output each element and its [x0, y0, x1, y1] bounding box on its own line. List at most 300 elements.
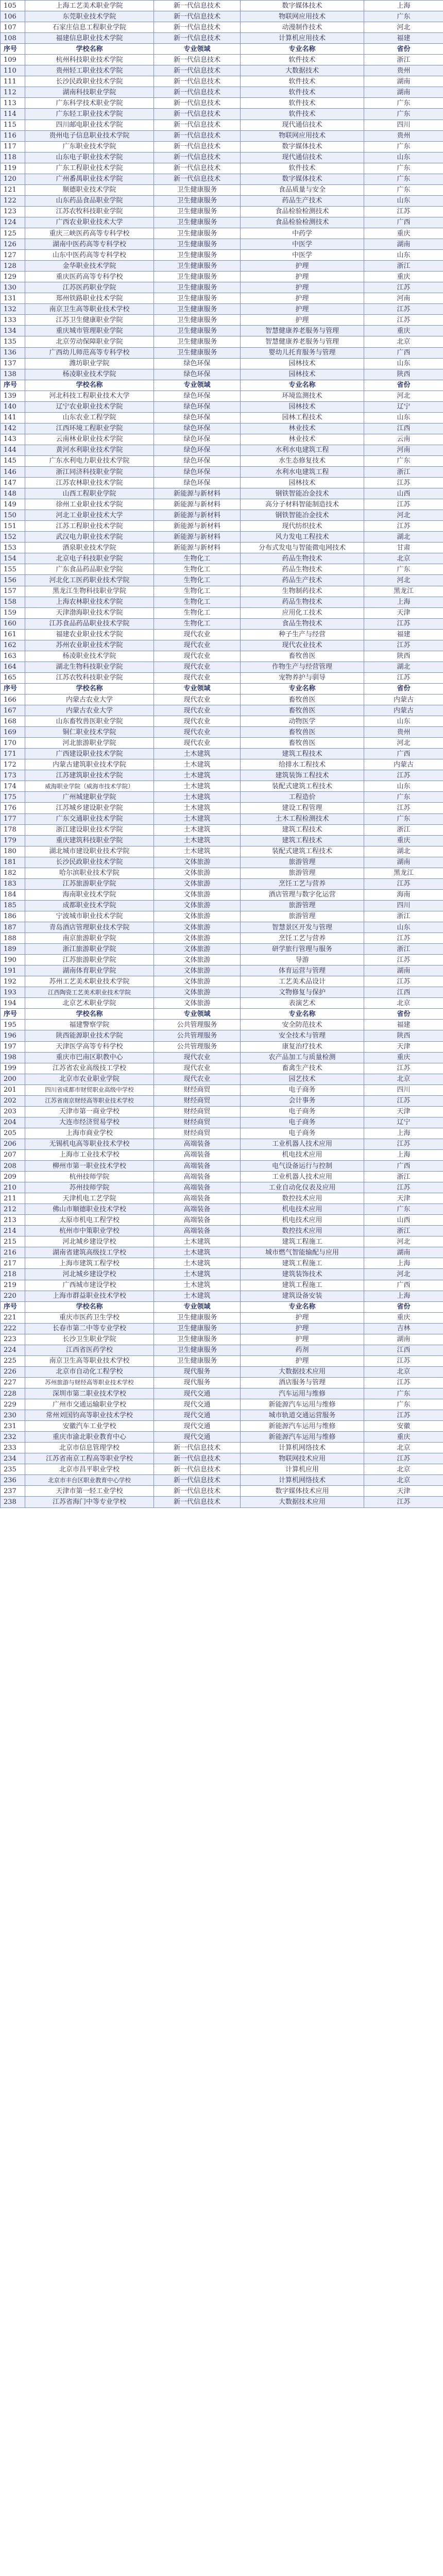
cell-field: 卫生健康服务 [154, 1323, 241, 1334]
cell-no: 200 [1, 1074, 25, 1084]
cell-province: 江苏 [364, 282, 443, 293]
cell-major: 建筑工程技术 [241, 835, 364, 846]
cell-major: 建设工程管理 [241, 803, 364, 814]
cell-major: 酒店服务与管理 [241, 1377, 364, 1388]
cell-major: 体育运营与管理 [241, 965, 364, 976]
table-row [1, 705, 443, 716]
cell-no: 105 [1, 1, 25, 11]
cell-field: 公共管理服务 [154, 1041, 241, 1052]
cell-no: 108 [1, 33, 25, 44]
cell-province: 湖南 [364, 1247, 443, 1258]
cell-province: 广东 [364, 814, 443, 824]
cell-major: 畜牧兽医 [241, 727, 364, 738]
cell-no: 176 [1, 803, 25, 814]
cell-field: 高端装备 [154, 1149, 241, 1160]
table-row [1, 575, 443, 586]
header-no: 序号 [1, 380, 25, 391]
header-no: 序号 [1, 683, 25, 694]
cell-major: 新能源汽车运用与维修 [241, 1421, 364, 1432]
cell-major: 软件技术 [241, 98, 364, 109]
cell-province: 河北 [364, 22, 443, 33]
cell-school: 湖北城市建设职业技术学院 [25, 846, 154, 857]
header-province: 省份 [364, 683, 443, 694]
cell-field: 新一代信息技术 [154, 22, 241, 33]
table-row [1, 597, 443, 607]
cell-province: 湖南 [364, 87, 443, 98]
cell-school: 南京卫生高等职业技术学校 [25, 1355, 154, 1366]
cell-no: 135 [1, 336, 25, 347]
cell-major: 建筑工程施工 [241, 1280, 364, 1291]
cell-field: 文体旅游 [154, 998, 241, 1009]
cell-field: 土木建筑 [154, 803, 241, 814]
cell-major: 大数据技术 [241, 65, 364, 76]
cell-school: 福建信息职业技术学院 [25, 33, 154, 44]
cell-school: 山东中医药高等专科学校 [25, 250, 154, 261]
table-row [1, 369, 443, 380]
cell-no: 230 [1, 1410, 25, 1421]
cell-no: 202 [1, 1095, 25, 1106]
cell-field: 文体旅游 [154, 878, 241, 889]
cell-major: 新能源汽车运用与维修 [241, 1432, 364, 1443]
cell-no: 211 [1, 1193, 25, 1204]
cell-major: 现代通信技术 [241, 120, 364, 130]
cell-school: 北京劳动保障职业学院 [25, 336, 154, 347]
cell-province: 江苏 [364, 206, 443, 217]
table-row [1, 423, 443, 434]
cell-no: 198 [1, 1052, 25, 1063]
cell-school: 江苏医药职业学院 [25, 282, 154, 293]
cell-school: 山东畜牧兽医职业学院 [25, 716, 154, 727]
cell-school: 杨凌职业技术学院 [25, 369, 154, 380]
cell-province: 江苏 [364, 1139, 443, 1149]
cell-no: 228 [1, 1388, 25, 1399]
table-row [1, 11, 443, 22]
cell-field: 新能源与新材料 [154, 510, 241, 521]
cell-field: 卫生健康服务 [154, 261, 241, 272]
cell-school: 江西环境工程职业学院 [25, 423, 154, 434]
cell-field: 卫生健康服务 [154, 217, 241, 228]
cell-school: 内蒙古农业大学 [25, 705, 154, 716]
cell-no: 223 [1, 1334, 25, 1345]
cell-school: 浙江建设职业技术学院 [25, 824, 154, 835]
cell-school: 重庆建筑科技职业学院 [25, 835, 154, 846]
cell-province: 广西 [364, 217, 443, 228]
cell-major: 畜牧兽医 [241, 651, 364, 662]
cell-no: 149 [1, 499, 25, 510]
cell-field: 高端装备 [154, 1172, 241, 1182]
table-row [1, 955, 443, 965]
cell-province: 江苏 [364, 770, 443, 781]
cell-major: 物联网应用技术 [241, 130, 364, 141]
cell-school: 河北旅游职业学院 [25, 738, 154, 749]
cell-no: 164 [1, 662, 25, 672]
cell-province: 江苏 [364, 1355, 443, 1366]
cell-major: 工艺美术品设计 [241, 976, 364, 987]
cell-no: 132 [1, 304, 25, 315]
cell-field: 卫生健康服务 [154, 347, 241, 358]
cell-province: 江苏 [364, 304, 443, 315]
cell-province: 重庆 [364, 1052, 443, 1063]
cell-school: 青岛酒店管理职业技术学院 [25, 922, 154, 933]
table-row [1, 1486, 443, 1497]
cell-school: 广西建设职业技术学院 [25, 749, 154, 759]
table-row [1, 336, 443, 347]
cell-no: 128 [1, 261, 25, 272]
cell-school: 重庆市渝北职业教育中心 [25, 1432, 154, 1443]
table-header-row [1, 1301, 443, 1312]
cell-school: 山西工程职业学院 [25, 488, 154, 499]
cell-school: 贵州轻工职业技术学院 [25, 65, 154, 76]
table-row [1, 130, 443, 141]
cell-no: 179 [1, 835, 25, 846]
table-row [1, 455, 443, 466]
cell-province: 广东 [364, 141, 443, 152]
table-row [1, 239, 443, 250]
cell-no: 129 [1, 272, 25, 282]
cell-no: 203 [1, 1106, 25, 1117]
cell-school: 郑州铁路职业技术学院 [25, 293, 154, 304]
cell-no: 143 [1, 434, 25, 445]
cell-no: 204 [1, 1117, 25, 1128]
cell-major: 烹饪工艺与营养 [241, 933, 364, 944]
cell-school: 重庆医药高等专科学校 [25, 272, 154, 282]
cell-no: 225 [1, 1355, 25, 1366]
cell-province: 福建 [364, 1020, 443, 1030]
cell-school: 宁波城市职业技术学院 [25, 911, 154, 922]
table-row [1, 1269, 443, 1280]
cell-province: 山东 [364, 412, 443, 423]
cell-school: 湖南科技职业学院 [25, 87, 154, 98]
cell-field: 文体旅游 [154, 965, 241, 976]
cell-field: 新一代信息技术 [154, 163, 241, 174]
table-row [1, 618, 443, 629]
cell-school: 太原市机电工程学校 [25, 1215, 154, 1226]
cell-field: 绿色环保 [154, 455, 241, 466]
cell-major: 电子商务 [241, 1117, 364, 1128]
table-row [1, 846, 443, 857]
cell-school: 杨凌职业技术学院 [25, 651, 154, 662]
cell-province: 北京 [364, 336, 443, 347]
cell-no: 166 [1, 694, 25, 705]
cell-major: 药品生产技术 [241, 195, 364, 206]
cell-province: 北京 [364, 1366, 443, 1377]
cell-no: 212 [1, 1204, 25, 1215]
cell-major: 数字媒体技术 [241, 174, 364, 184]
cell-school: 湖南体育职业学院 [25, 965, 154, 976]
table-row [1, 358, 443, 369]
table-row [1, 1226, 443, 1236]
cell-major: 林业技术 [241, 423, 364, 434]
header-school: 学校名称 [25, 1009, 154, 1020]
cell-province: 江苏 [364, 499, 443, 510]
cell-no: 157 [1, 586, 25, 597]
cell-province: 上海 [364, 597, 443, 607]
table-row [1, 1117, 443, 1128]
cell-field: 新能源与新材料 [154, 499, 241, 510]
cell-province: 河北 [364, 391, 443, 401]
cell-school: 广东食品药品职业学院 [25, 564, 154, 575]
cell-major: 计算机网络技术 [241, 1475, 364, 1486]
cell-no: 151 [1, 521, 25, 532]
table-row [1, 1074, 443, 1084]
table-row [1, 770, 443, 781]
cell-province: 江苏 [364, 803, 443, 814]
cell-major: 建筑工程技术 [241, 824, 364, 835]
table-row [1, 1410, 443, 1421]
cell-no: 141 [1, 412, 25, 423]
cell-school: 苏州工艺美术职业技术学院 [25, 976, 154, 987]
cell-no: 162 [1, 640, 25, 651]
cell-major: 安全防范技术 [241, 1020, 364, 1030]
table-row [1, 1182, 443, 1193]
cell-field: 现代农业 [154, 640, 241, 651]
cell-field: 新一代信息技术 [154, 1443, 241, 1453]
cell-no: 147 [1, 478, 25, 488]
cell-major: 软件技术 [241, 76, 364, 87]
cell-field: 新一代信息技术 [154, 55, 241, 65]
cell-major: 高分子材料智能制造技术 [241, 499, 364, 510]
cell-field: 土木建筑 [154, 1236, 241, 1247]
table-row [1, 1377, 443, 1388]
cell-field: 现代农业 [154, 705, 241, 716]
cell-field: 新一代信息技术 [154, 1, 241, 11]
cell-province: 天津 [364, 1193, 443, 1204]
table-row [1, 1247, 443, 1258]
cell-province: 辽宁 [364, 1117, 443, 1128]
cell-school: 河北化工医药职业技术学院 [25, 575, 154, 586]
cell-province: 湖北 [364, 662, 443, 672]
cell-province: 江苏 [364, 976, 443, 987]
cell-school: 重庆市医药卫生学校 [25, 1312, 154, 1323]
cell-province: 广西 [364, 749, 443, 759]
cell-major: 软件技术 [241, 109, 364, 120]
cell-major: 康复治疗技术 [241, 1041, 364, 1052]
cell-major: 护理 [241, 1323, 364, 1334]
cell-field: 财经商贸 [154, 1128, 241, 1139]
cell-province: 广东 [364, 1204, 443, 1215]
cell-school: 广西幼儿师范高等专科学校 [25, 347, 154, 358]
table-body [1, 1, 443, 1508]
cell-school: 哈尔滨职业技术学院 [25, 868, 154, 878]
cell-field: 新一代信息技术 [154, 1464, 241, 1475]
cell-province: 陕西 [364, 1030, 443, 1041]
cell-major: 护理 [241, 261, 364, 272]
cell-no: 159 [1, 607, 25, 618]
cell-field: 现代农业 [154, 1063, 241, 1074]
cell-province: 江苏 [364, 878, 443, 889]
cell-province: 上海 [364, 1258, 443, 1269]
table-row [1, 1215, 443, 1226]
cell-no: 189 [1, 944, 25, 955]
table-row [1, 727, 443, 738]
cell-province: 江苏 [364, 1453, 443, 1464]
cell-school: 四川省成都市财贸职业高级中学校 [25, 1084, 154, 1095]
cell-major: 酒店管理与数字化运营 [241, 889, 364, 900]
cell-province: 北京 [364, 1475, 443, 1486]
cell-no: 112 [1, 87, 25, 98]
table-row [1, 868, 443, 878]
cell-field: 文体旅游 [154, 889, 241, 900]
cell-major: 导游 [241, 955, 364, 965]
cell-major: 计算机应用 [241, 1464, 364, 1475]
cell-province: 湖北 [364, 532, 443, 543]
cell-province: 北京 [364, 998, 443, 1009]
cell-school: 内蒙古农业大学 [25, 694, 154, 705]
cell-province: 四川 [364, 1084, 443, 1095]
cell-field: 财经商贸 [154, 1106, 241, 1117]
cell-province: 山东 [364, 152, 443, 163]
cell-province: 湖北 [364, 846, 443, 857]
cell-major: 现代通信技术 [241, 152, 364, 163]
cell-school: 长沙卫生职业学院 [25, 1334, 154, 1345]
cell-school: 江苏省农业高级技工学校 [25, 1063, 154, 1074]
cell-major: 动物医学 [241, 716, 364, 727]
cell-no: 226 [1, 1366, 25, 1377]
header-no: 序号 [1, 1301, 25, 1312]
table-row [1, 965, 443, 976]
cell-major: 城市轨道交通运营服务 [241, 1410, 364, 1421]
header-major: 专业名称 [241, 380, 364, 391]
table-row [1, 445, 443, 455]
cell-school: 贵州电子信息职业技术学院 [25, 130, 154, 141]
cell-province: 江苏 [364, 315, 443, 326]
table-row [1, 998, 443, 1009]
table-row [1, 478, 443, 488]
cell-major: 数字媒体技术 [241, 141, 364, 152]
cell-no: 220 [1, 1291, 25, 1301]
table-row [1, 1236, 443, 1247]
table-row [1, 22, 443, 33]
cell-field: 生物化工 [154, 564, 241, 575]
cell-school: 杭州市中策职业学校 [25, 1226, 154, 1236]
cell-major: 工业机器人技术应用 [241, 1139, 364, 1149]
cell-field: 财经商贸 [154, 1117, 241, 1128]
cell-province: 天津 [364, 1106, 443, 1117]
cell-major: 电子商务 [241, 1084, 364, 1095]
cell-province: 山东 [364, 922, 443, 933]
cell-field: 现代农业 [154, 651, 241, 662]
cell-field: 卫生健康服务 [154, 1345, 241, 1355]
cell-major: 现代农业技术 [241, 640, 364, 651]
cell-no: 238 [1, 1497, 25, 1507]
cell-school: 重庆市巴南区职教中心 [25, 1052, 154, 1063]
table-row [1, 1041, 443, 1052]
table-row [1, 521, 443, 532]
header-province: 省份 [364, 1009, 443, 1020]
cell-field: 绿色环保 [154, 391, 241, 401]
cell-no: 222 [1, 1323, 25, 1334]
cell-major: 药品生物技术 [241, 564, 364, 575]
cell-province: 浙江 [364, 55, 443, 65]
cell-province: 天津 [364, 1486, 443, 1497]
cell-field: 卫生健康服务 [154, 315, 241, 326]
cell-major: 护理 [241, 282, 364, 293]
table-row [1, 206, 443, 217]
cell-no: 216 [1, 1247, 25, 1258]
cell-no: 195 [1, 1020, 25, 1030]
cell-school: 江苏省海门中等专业学校 [25, 1497, 154, 1507]
cell-school: 上海市群益职业技术学校 [25, 1291, 154, 1301]
cell-no: 140 [1, 401, 25, 412]
table-header-row [1, 44, 443, 55]
table-row [1, 1106, 443, 1117]
cell-school: 石家庄信息工程职业学院 [25, 22, 154, 33]
cell-school: 广东水利电力职业技术学院 [25, 455, 154, 466]
cell-field: 土木建筑 [154, 1247, 241, 1258]
cell-school: 广西城市建设学校 [25, 1280, 154, 1291]
cell-no: 183 [1, 878, 25, 889]
cell-field: 现代服务 [154, 1366, 241, 1377]
cell-major: 食品生物技术 [241, 618, 364, 629]
table-row [1, 391, 443, 401]
cell-major: 软件技术 [241, 55, 364, 65]
cell-field: 土木建筑 [154, 1258, 241, 1269]
cell-major: 应用化工技术 [241, 607, 364, 618]
cell-field: 现代农业 [154, 727, 241, 738]
cell-major: 软件技术 [241, 87, 364, 98]
cell-field: 文体旅游 [154, 911, 241, 922]
cell-school: 重庆三峡医药高等专科学校 [25, 228, 154, 239]
header-province: 省份 [364, 1301, 443, 1312]
table-row [1, 1443, 443, 1453]
cell-no: 168 [1, 716, 25, 727]
cell-major: 食品质量与安全 [241, 184, 364, 195]
cell-province: 福建 [364, 33, 443, 44]
cell-no: 205 [1, 1128, 25, 1139]
cell-major: 装配式建筑工程技术 [241, 846, 364, 857]
cell-major: 烹饪工艺与营养 [241, 878, 364, 889]
cell-major: 会计事务 [241, 1095, 364, 1106]
cell-major: 食品检验检测技术 [241, 217, 364, 228]
cell-school: 南京卫生高等职业技术学校 [25, 304, 154, 315]
cell-field: 绿色环保 [154, 467, 241, 478]
table-row [1, 1312, 443, 1323]
cell-field: 现代农业 [154, 716, 241, 727]
cell-province: 湖南 [364, 76, 443, 87]
cell-no: 208 [1, 1161, 25, 1172]
cell-no: 234 [1, 1453, 25, 1464]
cell-field: 新一代信息技术 [154, 141, 241, 152]
cell-province: 重庆 [364, 835, 443, 846]
cell-field: 文体旅游 [154, 868, 241, 878]
cell-field: 公共管理服务 [154, 1020, 241, 1030]
cell-no: 122 [1, 195, 25, 206]
cell-major: 钢铁智能冶金技术 [241, 488, 364, 499]
cell-school: 天津渤海职业技术学院 [25, 607, 154, 618]
cell-major: 数控技术应用 [241, 1193, 364, 1204]
cell-province: 湖南 [364, 857, 443, 868]
cell-no: 194 [1, 998, 25, 1009]
cell-major: 药品生物技术 [241, 553, 364, 564]
table-row [1, 347, 443, 358]
cell-major: 护理 [241, 1334, 364, 1345]
table-row [1, 174, 443, 184]
table-row [1, 1280, 443, 1291]
cell-major: 分布式发电与智能微电网技术 [241, 543, 364, 553]
cell-province: 贵州 [364, 727, 443, 738]
cell-field: 文体旅游 [154, 857, 241, 868]
cell-province: 重庆 [364, 272, 443, 282]
cell-province: 安徽 [364, 1421, 443, 1432]
table-row [1, 250, 443, 261]
table-row [1, 1453, 443, 1464]
table-row [1, 640, 443, 651]
table-row [1, 1030, 443, 1041]
cell-province: 江苏 [364, 955, 443, 965]
cell-no: 206 [1, 1139, 25, 1149]
cell-no: 229 [1, 1399, 25, 1410]
header-field: 专业领域 [154, 380, 241, 391]
